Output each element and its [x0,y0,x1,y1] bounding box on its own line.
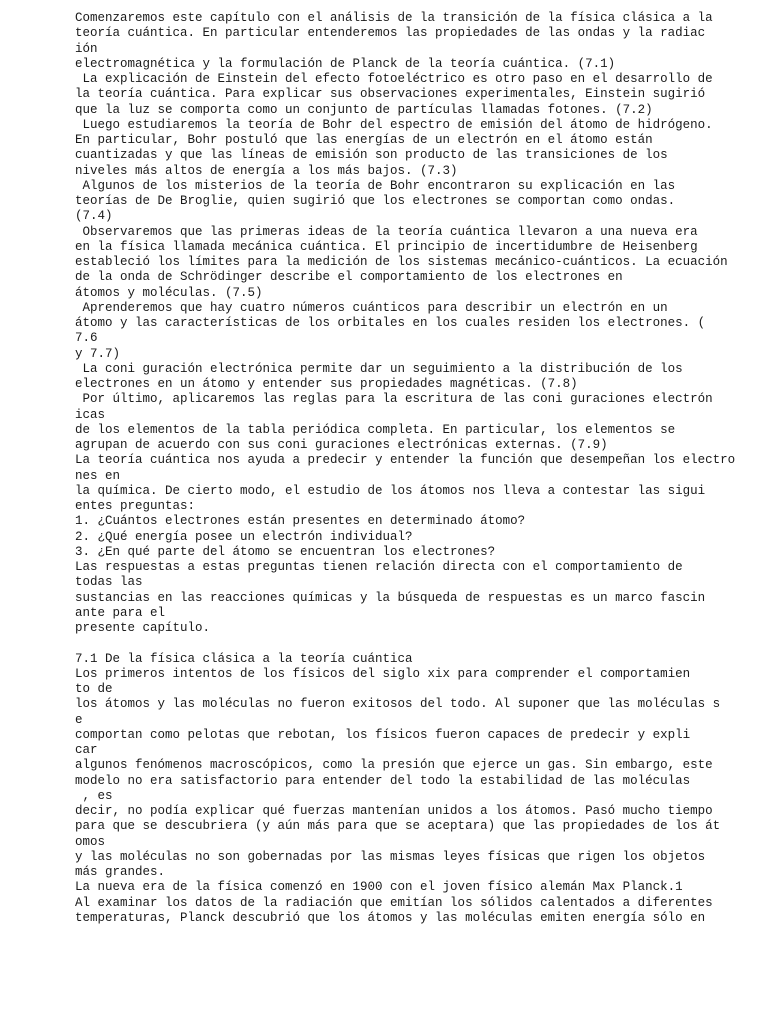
text-line: niveles más altos de energía a los más bajos. (7.3) [75,163,458,178]
text-line: de la onda de Schrödinger describe el comportamiento de los electrones en [75,270,623,285]
text-line: ión [75,41,98,56]
text-line: entes preguntas: [75,499,196,513]
text-line: , es [75,788,113,803]
text-line: Algunos de los misterios de la teoría de Bohr encontraron su explicación en las [75,178,676,193]
text-line: 2. ¿Qué energía posee un electrón individual? [75,529,413,544]
text-line: icas [75,407,106,422]
text-line: cuantizadas y que las líneas de emisión son producto de las transiciones de los [75,148,668,163]
text-line: La explicación de Einstein del efecto fotoeléctrico es otro paso en el desarrollo de [75,72,713,86]
text-line: presente capítulo. [75,621,211,635]
text-line: 1. ¿Cuántos electrones están presentes en determinado átomo? [75,514,526,529]
text-line: Comenzaremos este capítulo con el análisis de la transición de la física clásica a la [75,11,713,25]
text-line: nes en [75,468,121,483]
text-line: 7.1 De la física clásica a la teoría cuántica [75,651,413,666]
text-line: comportan como pelotas que rebotan, los físicos fueron capaces de predecir y expli [75,727,691,742]
text-line: y las moléculas no son gobernadas por las mismas leyes físicas que rigen los objetos [75,849,706,864]
text-line: La nueva era de la física comenzó en 1900 con el joven físico alemán Max Planck.1 [75,880,683,895]
text-line: Observaremos que las primeras ideas de la teoría cuántica llevaron a una nueva era [75,224,698,239]
text-line: Luego estudiaremos la teoría de Bohr del espectro de emisión del átomo de hidrógeno. [75,117,713,132]
text-line: Aprenderemos que hay cuatro números cuánticos para describir un electrón en un [75,300,668,315]
text-line: en la física llamada mecánica cuántica. El principio de incertidumbre de Heisenberg [75,239,698,254]
text-line: En particular, Bohr postuló que las energías de un electrón en el átomo están [75,133,653,147]
text-line: to de [75,682,113,696]
text-line: que la luz se comporta como un conjunto de partículas llamadas fotones. (7.2) [75,102,653,117]
text-line: omos [75,834,106,849]
text-line: sustancias en las reacciones químicas y la búsqueda de respuestas es un marco fascin [75,590,706,605]
text-line: Al examinar los datos de la radiación que emitían los sólidos calentados a diferentes [75,895,713,910]
text-line: para que se descubriera (y aún más para que se aceptara) que las propiedades de los át [75,819,721,834]
text-line: e [75,712,83,727]
text-line: teoría cuántica. En particular entenderemos las propiedades de las ondas y la radiac [75,26,706,41]
blank-line [75,636,755,651]
text-line: Las respuestas a estas preguntas tienen relación directa con el comportamiento de [75,560,683,574]
text-line: 7.6 [75,331,98,346]
text-line: y 7.7) [75,346,121,361]
text-line: la teoría cuántica. Para explicar sus observaciones experimentales, Einstein sugirió [75,87,706,102]
text-line: Los primeros intentos de los físicos del siglo xix para comprender el comportamien [75,666,691,681]
text-line: electrones en un átomo y entender sus propiedades magnéticas. (7.8) [75,377,578,391]
text-line: todas las [75,575,143,590]
text-line: (7.4) [75,209,113,224]
text-line: decir, no podía explicar qué fuerzas mantenían unidos a los átomos. Pasó mucho tiempo [75,804,713,818]
text-line: Por último, aplicaremos las reglas para la escritura de las coni guraciones electrón [75,392,713,407]
text-line: ante para el [75,605,166,620]
text-line: electromagnética y la formulación de Planck de la teoría cuántica. (7.1) [75,56,616,71]
text-line: temperaturas, Planck descubrió que los átomos y las moléculas emiten energía sólo en [75,910,706,925]
text-line: más grandes. [75,865,166,879]
text-line: átomos y moléculas. (7.5) [75,285,263,300]
text-line: 3. ¿En qué parte del átomo se encuentran los electrones? [75,544,496,559]
text-line: estableció los límites para la medición de los sistemas mecánico-cuánticos. La ecuación [75,255,728,269]
text-line: átomo y las características de los orbitales en los cuales residen los electrones. ( [75,316,706,330]
text-line: La teoría cuántica nos ayuda a predecir y entender la función que desempeñan los electro [75,453,736,468]
text-line: algunos fenómenos macroscópicos, como la presión que ejerce un gas. Sin embargo, este [75,758,713,773]
text-line: car [75,743,98,757]
document-text [75,11,755,926]
text-line: de los elementos de la tabla periódica completa. En particular, los elementos se [75,422,676,437]
text-line: modelo no era satisfactorio para entender del todo la estabilidad de las moléculas [75,773,691,788]
text-line: teorías de De Broglie, quien sugirió que los electrones se comportan como ondas. [75,194,676,208]
text-line: los átomos y las moléculas no fueron exitosos del todo. Al suponer que las moléculas s [75,697,721,712]
text-line: La coni guración electrónica permite dar un seguimiento a la distribución de los [75,361,683,376]
text-line: la química. De cierto modo, el estudio de los átomos nos lleva a contestar las sigui [75,483,706,498]
text-line: agrupan de acuerdo con sus coni guraciones electrónicas externas. (7.9) [75,438,608,452]
